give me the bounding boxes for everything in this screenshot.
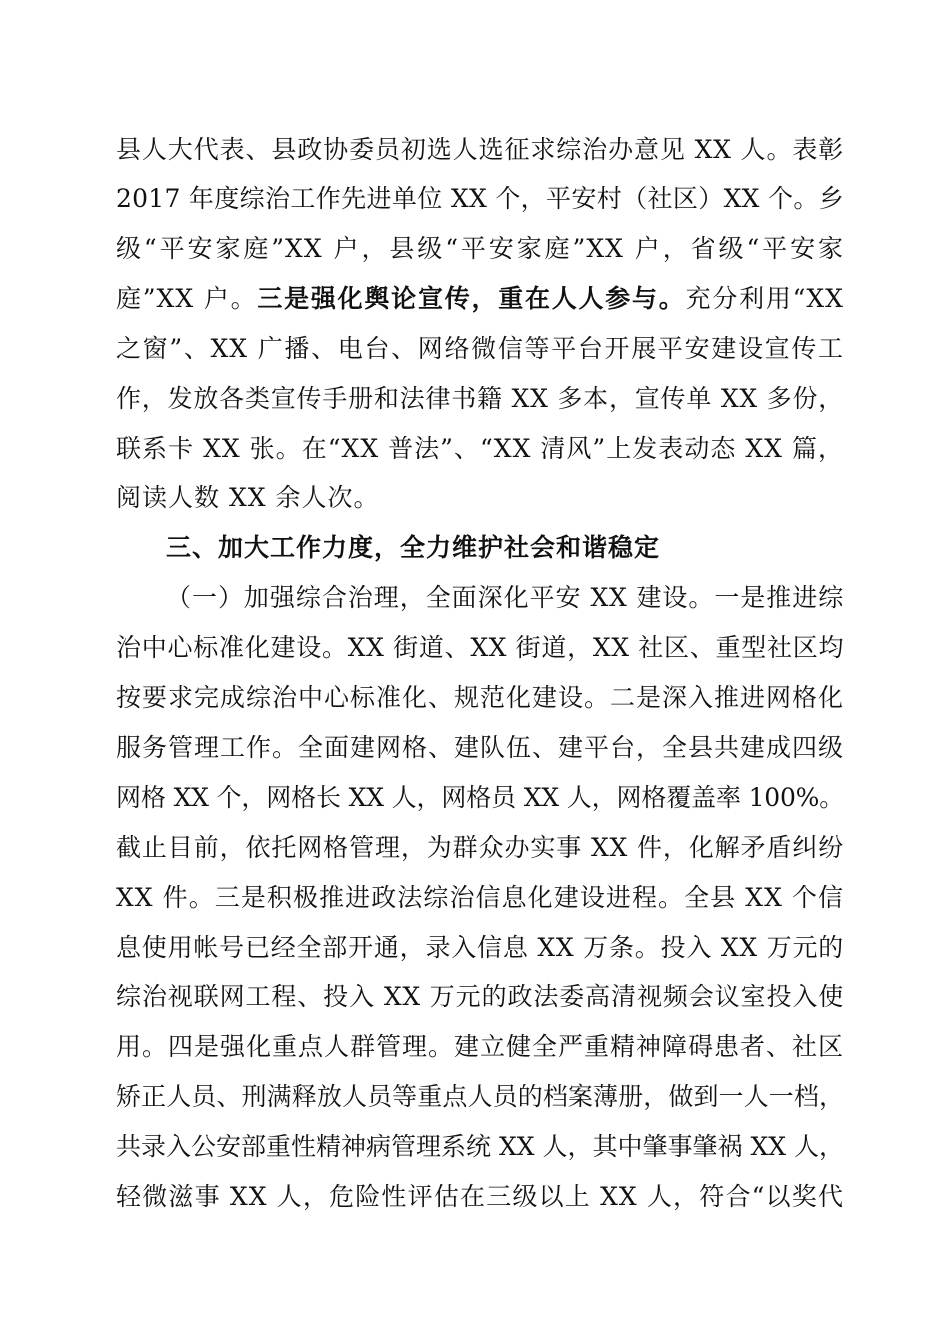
paragraph-1-line-6: 作，发放各类宣传手册和法律书籍 XX 多本，宣传单 XX 多份， xyxy=(116,384,844,413)
paragraph-2-line-10: 用。四是强化重点人群管理。建立健全严重精神障碍患者、社区 xyxy=(116,1032,845,1061)
paragraph-2-line-13: 轻微滋事 XX 人，危险性评估在三级以上 XX 人，符合“以奖代 xyxy=(116,1182,844,1211)
paragraph-2-line-6: 截止目前，依托网格管理，为群众办实事 XX 件，化解矛盾纠纷 xyxy=(116,833,844,862)
paragraph-2-line-1: （一）加强综合治理，全面深化平安 XX 建设。一是推进综 xyxy=(166,583,844,612)
paragraph-2-line-5: 网格 XX 个，网格长 XX 人，网格员 XX 人，网格覆盖率 100%。 xyxy=(116,783,844,812)
paragraph-2-line-4: 服务管理工作。全面建网格、建队伍、建平台，全县共建成四级 xyxy=(116,733,845,762)
paragraph-1-line-8: 阅读人数 XX 余人次。 xyxy=(116,483,380,512)
paragraph-2-line-11: 矫正人员、刑满释放人员等重点人员的档案薄册，做到一人一档， xyxy=(116,1082,844,1111)
paragraph-1-line-5: 之窗”、XX 广播、电台、网络微信等平台开展平安建设宣传工 xyxy=(116,334,844,363)
section-heading-three: 三、加大工作力度，全力维护社会和谐稳定 xyxy=(166,533,661,562)
paragraph-2-line-12: 共录入公安部重性精神病管理系统 XX 人，其中肇事肇祸 XX 人， xyxy=(116,1132,844,1161)
paragraph-2-line-9: 综治视联网工程、投入 XX 万元的政法委高清视频会议室投入使 xyxy=(116,982,844,1011)
paragraph-1-line-4-tail: 充分利用“XX xyxy=(685,284,844,313)
bold-subheading-three: 三是强化舆论宣传，重在人人参与。 xyxy=(257,284,686,313)
paragraph-1-line-4 xyxy=(116,281,844,317)
paragraph-2-line-3: 按要求完成综治中心标准化、规范化建设。二是深入推进网格化 xyxy=(116,683,845,712)
paragraph-1-line-3: 级“平安家庭”XX 户，县级“平安家庭”XX 户，省级“平安家 xyxy=(116,234,844,263)
paragraph-2-line-2: 治中心标准化建设。XX 街道、XX 街道，XX 社区、重型社区均 xyxy=(116,633,844,662)
paragraph-1-line-2: 2017 年度综治工作先进单位 XX 个，平安村（社区）XX 个。乡 xyxy=(116,184,844,213)
paragraph-1-line-1: 县人大代表、县政协委员初选人选征求综治办意见 XX 人。表彰 xyxy=(116,135,844,164)
paragraph-1-line-7: 联系卡 XX 张。在“XX 普法”、“XX 清风”上发表动态 XX 篇， xyxy=(116,434,844,463)
paragraph-2-line-8: 息使用帐号已经全部开通，录入信息 XX 万条。投入 XX 万元的 xyxy=(116,933,844,962)
paragraph-1-line-4-start: 庭”XX 户。 xyxy=(116,284,258,313)
paragraph-2-line-7: XX 件。三是积极推进政法综治信息化建设进程。全县 XX 个信 xyxy=(116,883,844,912)
